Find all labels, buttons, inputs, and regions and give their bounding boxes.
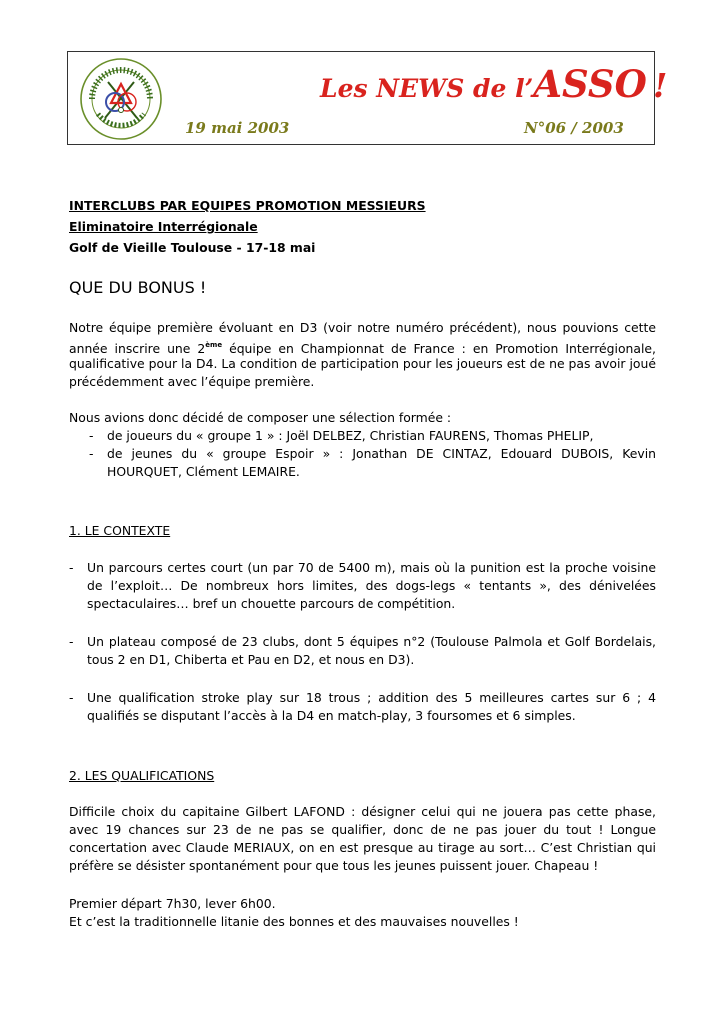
qualifications-line: avec 19 chances sur 23 de ne pas se qualifier, donc de ne pas jouer du tout ! Longue: [69, 822, 656, 837]
list-bullet: -: [89, 446, 94, 461]
article-headline: QUE DU BONUS !: [69, 278, 207, 297]
selection-intro: Nous avions donc décidé de composer une sélection formée :: [69, 410, 452, 425]
club-logo: [78, 56, 164, 142]
newsletter-header: [67, 51, 668, 145]
issue-date: 19 mai 2003: [185, 119, 290, 137]
context-item-line: Une qualification stroke play sur 18 trous ; addition des 5 meilleures cartes sur 6 ; 4: [87, 690, 656, 705]
list-bullet: -: [69, 560, 74, 575]
title-exclamation: !: [652, 66, 668, 105]
qualifications-line: préfère se désister spontanément pour que tous les jeunes puissent jouer. Chapeau !: [69, 858, 599, 873]
context-item-line: spectaculaires… bref un chouette parcours de compétition.: [87, 596, 456, 611]
intro-line: qualificative pour la D4. La condition de participation pour les joueurs est de ne pas avoir joué: [69, 356, 656, 371]
section-title-qualifications: 2. LES QUALIFICATIONS: [69, 768, 215, 783]
context-item-line: Un plateau composé de 23 clubs, dont 5 équipes n°2 (Toulouse Palmola et Golf Bordelais,: [87, 634, 656, 649]
news-litany-line: Et c’est la traditionnelle litanie des bonnes et des mauvaises nouvelles !: [69, 914, 519, 929]
context-item-line: de l’exploit… De nombreux hors limites, des dogs-legs « tentants », des dénivelées: [87, 578, 656, 593]
selection-item-continued: HOURQUET, Clément LEMAIRE.: [107, 464, 300, 479]
title-prefix: Les NEWS de l’: [320, 74, 534, 103]
qualifications-line: concertation avec Claude MERIAUX, on en est presque au tirage au sort… C’est Christian qui: [69, 840, 656, 855]
intro-line: année inscrire une 2ème équipe en Championnat de France : en Promotion Interrégionale,: [69, 341, 656, 356]
context-item-line: tous 2 en D1, Chiberta et Pau en D2, et nous en D3).: [87, 652, 415, 667]
list-bullet: -: [89, 428, 94, 443]
departure-line: Premier départ 7h30, lever 6h00.: [69, 896, 276, 911]
article-heading-stage: Eliminatoire Interrégionale: [69, 219, 258, 234]
selection-item: de joueurs du « groupe 1 » : Joël DELBEZ, Christian FAURENS, Thomas PHELIP,: [107, 428, 594, 443]
list-bullet: -: [69, 634, 74, 649]
intro-line: Notre équipe première évoluant en D3 (voir notre numéro précédent), nous pouvions cette: [69, 320, 656, 335]
qualifications-line: Difficile choix du capitaine Gilbert LAFOND : désigner celui qui ne jouera pas cette phase,: [69, 804, 656, 819]
intro-line: précédemment avec l’équipe première.: [69, 374, 315, 389]
article-heading-venue: Golf de Vieille Toulouse - 17-18 mai: [69, 240, 316, 255]
article-heading-competition: INTERCLUBS PAR EQUIPES PROMOTION MESSIEURS: [69, 198, 426, 213]
newsletter-title: [320, 62, 668, 106]
list-bullet: -: [69, 690, 74, 705]
context-item-line: qualifiés se disputant l’accès à la D4 en match-play, 3 foursomes et 6 simples.: [87, 708, 576, 723]
selection-item: de jeunes du « groupe Espoir » : Jonathan DE CINTAZ, Edouard DUBOIS, Kevin: [107, 446, 656, 461]
section-title-context: 1. LE CONTEXTE: [69, 523, 171, 538]
issue-number: N°06 / 2003: [524, 119, 624, 137]
context-item-line: Un parcours certes court (un par 70 de 5400 m), mais où la punition est la proche voisine: [87, 560, 656, 575]
title-asso: ASSO: [533, 62, 647, 106]
